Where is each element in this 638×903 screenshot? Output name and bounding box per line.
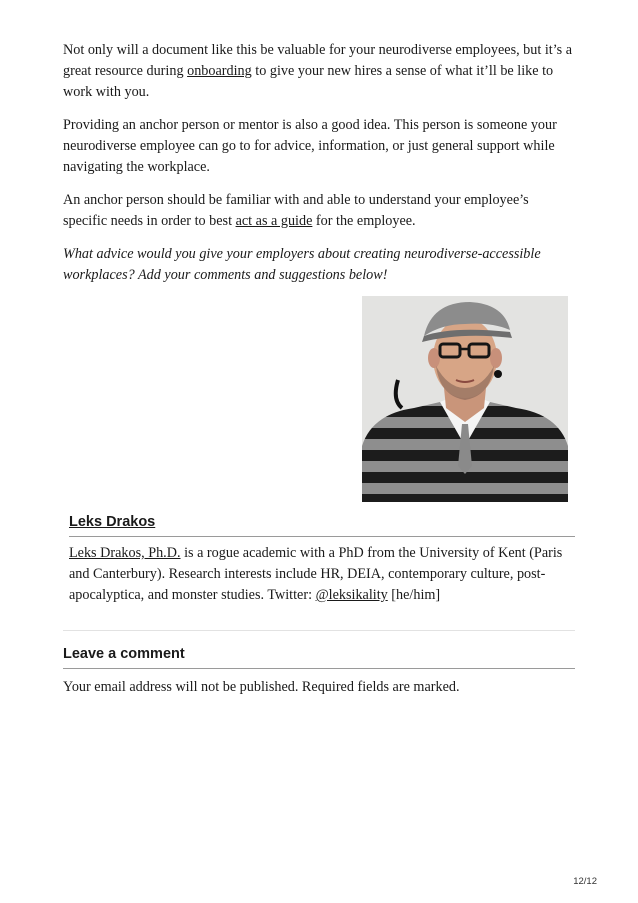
author-box [69, 513, 575, 606]
paragraph-needs [63, 190, 575, 232]
comment-note: Your email address will not be published. Required fields are marked. [63, 679, 460, 695]
divider [69, 536, 575, 537]
paragraph-text: Not only will a document like this be valuable for your neurodiverse employees, but it’s a great resource during [63, 42, 573, 79]
author-bio-text: is a rogue academic with a PhD from the University of Kent (Paris and Canterbury). Research interests include HR, DEIA, contemporary culture, post-apocalyptica, and monster studies. Twitter: [69, 545, 563, 603]
author-name-link[interactable]: Leks Drakos [69, 514, 156, 530]
comment-section [63, 646, 575, 698]
paragraph-onboarding [63, 40, 575, 103]
paragraph-text: for the employee. [312, 213, 416, 229]
page-number: 12/12 [573, 876, 597, 887]
author-bio [69, 543, 575, 606]
divider [63, 668, 575, 669]
author-photo [362, 296, 568, 502]
paragraph-text: An anchor person should be familiar with and able to understand your employee’s specific needs in order to best [63, 192, 529, 229]
act-as-guide-link[interactable]: act as a guide [235, 213, 313, 229]
onboarding-link[interactable]: onboarding [187, 63, 252, 79]
twitter-link[interactable]: @leksikality [315, 587, 388, 603]
author-pronouns: [he/him] [387, 587, 441, 603]
paragraph-anchor-person: Providing an anchor person or mentor is also a good idea. This person is someone your neurodiverse employee can go to for advice, information, or just general support while navigating the workplace. [63, 117, 557, 175]
paragraph-call-to-action: What advice would you give your employers about creating neurodiverse-accessible workplaces? Add your comments and suggestions below! [63, 246, 541, 283]
article-body [63, 40, 575, 298]
paragraph-text: to give your new hires a sense of what it’ll be like to work with you. [63, 63, 554, 100]
comment-heading: Leave a comment [63, 646, 185, 662]
section-divider [63, 630, 575, 631]
author-profile-link[interactable]: Leks Drakos, Ph.D. [69, 545, 181, 561]
